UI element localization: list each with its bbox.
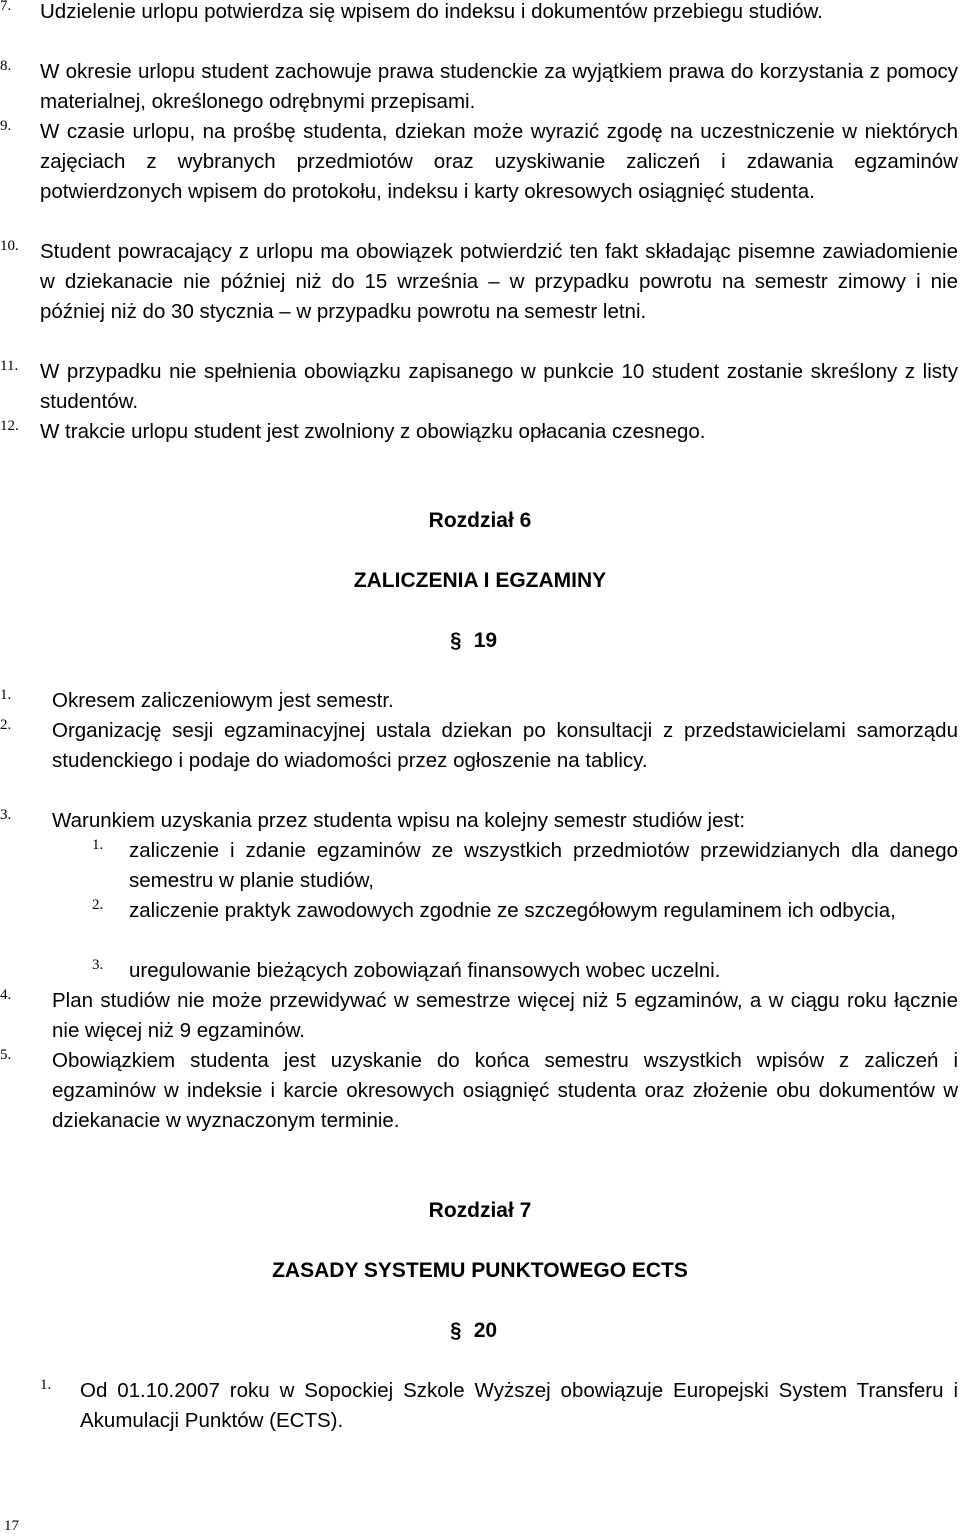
- item-text: Udzielenie urlopu potwierdza się wpisem do indeksu i dokumentów przebiegu studiów.: [40, 0, 823, 23]
- item-number: 1.: [40, 1377, 52, 1393]
- item-text: uregulowanie bieżących zobowiązań finansowych wobec uczelni.: [129, 959, 721, 982]
- item-text: zaliczenie praktyk zawodowych zgodnie ze szczegółowym regulaminem ich odbycia,: [129, 899, 896, 922]
- sub-list-item: [92, 896, 958, 926]
- item-number: 9.: [0, 118, 12, 134]
- chapter-subtitle: ZASADY SYSTEMU PUNKTOWEGO ECTS: [272, 1259, 688, 1282]
- item-number: 11.: [0, 358, 19, 374]
- list-item: [40, 1376, 958, 1436]
- item-text: W przypadku nie spełnienia obowiązku zapisanego w punkcie 10 student zostanie skreślony z listy studentów.: [40, 360, 958, 413]
- list-item: [0, 716, 958, 776]
- item-number: 1.: [0, 687, 12, 703]
- sub-list-item: [92, 956, 958, 986]
- item-text: Plan studiów nie może przewidywać w semestrze więcej niż 5 egzaminów, a w ciągu roku łącznie nie więcej niż 9 egzaminów.: [52, 989, 958, 1042]
- chapter-title: Rozdział 7: [428, 1199, 532, 1222]
- list-item: [0, 237, 958, 327]
- chapter-subtitle: ZALICZENIA I EGZAMINY: [353, 569, 607, 592]
- item-number: 4.: [0, 987, 12, 1003]
- item-text: Student powracający z urlopu ma obowiązek potwierdzić ten fakt składając pisemne zawiadomienie w dziekanacie nie później niż do 15 września – w przypadku powrotu na semestr zimowy i nie później niż do 30 stycznia – w przypadku powrotu na semestr letni.: [40, 240, 958, 323]
- list-item: [0, 117, 958, 207]
- item-number: 2.: [0, 717, 12, 733]
- item-number: 3.: [0, 807, 12, 823]
- item-text: W czasie urlopu, na prośbę studenta, dziekan może wyrazić zgodę na uczestniczenie w niektórych zajęciach z wybranych przedmiotów oraz uzyskiwanie zaliczeń i zdawania egzaminów potwierdzonych wpisem do protokołu, indeksu i karty okresowych osiągnięć studenta.: [40, 120, 958, 203]
- item-text: Okresem zaliczeniowym jest semestr.: [52, 689, 394, 712]
- item-text: Warunkiem uzyskania przez studenta wpisu na kolejny semestr studiów jest:: [52, 809, 746, 832]
- item-text: Od 01.10.2007 roku w Sopockiej Szkole Wyższej obowiązuje Europejski System Transferu i Akumulacji Punktów (ECTS).: [80, 1379, 958, 1432]
- item-text: zaliczenie i zdanie egzaminów ze wszystkich przedmiotów przewidzianych dla danego semestru w planie studiów,: [129, 839, 958, 892]
- sub-list-item: [92, 836, 958, 896]
- item-text: W trakcie urlopu student jest zwolniony z obowiązku opłacania czesnego.: [40, 420, 706, 443]
- item-number: 3.: [92, 957, 104, 973]
- item-text: W okresie urlopu student zachowuje prawa studenckie za wyjątkiem prawa do korzystania z pomocy materialnej, określonego odrębnymi przepisami.: [40, 60, 958, 113]
- section-sign: §: [450, 1319, 462, 1342]
- section-heading: [450, 1316, 497, 1346]
- item-number: 2.: [92, 897, 104, 913]
- list-item: [0, 417, 958, 447]
- list-item: [0, 986, 958, 1046]
- section-sign: §: [450, 629, 462, 652]
- list-item: [0, 57, 958, 117]
- list-item: [0, 686, 958, 716]
- item-number: 10.: [0, 238, 19, 254]
- list-item: [0, 1046, 958, 1136]
- section-number: 20: [473, 1319, 498, 1342]
- item-text: Organizację sesji egzaminacyjnej ustala dziekan po konsultacji z przedstawicielami samorządu studenckiego i podaje do wiadomości przez ogłoszenie na tablicy.: [52, 719, 958, 772]
- list-item: [0, 0, 958, 27]
- item-number: 5.: [0, 1047, 12, 1063]
- page-number: 17: [4, 1518, 19, 1534]
- list-item: [0, 357, 958, 417]
- item-text: Obowiązkiem studenta jest uzyskanie do końca semestru wszystkich wpisów z zaliczeń i egzaminów w indeksie i karcie okresowych osiągnięć studenta oraz złożenie obu dokumentów w dziekanacie w wyznaczonym terminie.: [52, 1049, 958, 1132]
- item-number: 8.: [0, 58, 12, 74]
- item-number: 7.: [0, 0, 12, 14]
- item-number: 1.: [92, 837, 104, 853]
- section-heading: [450, 626, 497, 656]
- chapter-title: Rozdział 6: [428, 509, 532, 532]
- section-number: 19: [473, 629, 498, 652]
- list-item: [0, 806, 958, 836]
- item-number: 12.: [0, 418, 19, 434]
